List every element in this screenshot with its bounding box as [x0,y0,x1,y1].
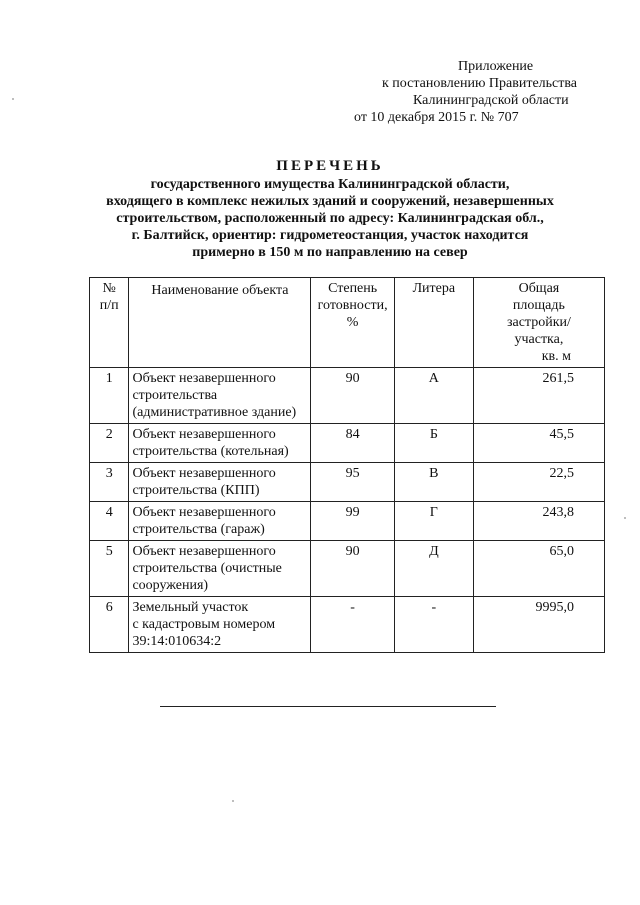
cell-name-line: Объект незавершенного [132,544,276,559]
cell-name-line: строительства (очистные [132,561,282,576]
bottom-divider [160,706,496,707]
cell-name [129,368,311,424]
cell-name-line: (административное здание) [132,405,297,420]
cell-name [129,463,311,502]
table-row [90,424,605,463]
cell-name-line: строительства [132,388,218,403]
header-degree-line: % [346,315,359,330]
cell-name-line: строительства (гараж) [132,522,265,537]
table-row [90,502,605,541]
header-area-line: кв. м [541,349,571,364]
title-line: строительством, расположенный по адресу: Калининградская обл., [116,211,544,226]
title-line: примерно в 150 м по направлению на север [192,245,468,260]
cell-name-line: Объект незавершенного [132,427,276,442]
cell-area: 9995,0 [473,597,604,653]
cell-degree: 84 [311,424,394,463]
cell-name-line: Объект незавершенного [132,371,276,386]
cell-area: 22,5 [473,463,604,502]
property-table [89,277,605,653]
cell-num: 4 [90,502,129,541]
cell-degree: 90 [311,368,394,424]
title-line: входящего в комплекс нежилых зданий и сооружений, незавершенных [106,194,554,209]
cell-litera: В [394,463,473,502]
cell-litera: Д [394,541,473,597]
scan-speck [12,98,14,100]
table-row [90,463,605,502]
appendix-header [330,58,590,126]
cell-name [129,541,311,597]
header-degree-line: Степень [328,281,378,296]
cell-name-line: строительства (котельная) [132,444,289,459]
cell-name-line: сооружения) [132,578,209,593]
cell-name-line: Земельный участок [132,600,249,615]
title-main: ПЕРЕЧЕНЬ [276,158,384,174]
cell-name [129,424,311,463]
header-area-line: застройки/ [506,315,571,330]
table-header-row [90,278,605,368]
header-num-line: № [102,281,116,296]
cell-litera: Б [394,424,473,463]
cell-num: 5 [90,541,129,597]
cell-name-line: с кадастровым номером [132,617,276,632]
appendix-line-3: Калининградской области [413,93,569,108]
appendix-line-4: от 10 декабря 2015 г. № 707 [354,110,519,125]
cell-area: 65,0 [473,541,604,597]
cell-num: 3 [90,463,129,502]
cell-name [129,597,311,653]
cell-degree: 90 [311,541,394,597]
cell-degree: 99 [311,502,394,541]
table-row [90,597,605,653]
table-row [90,368,605,424]
cell-num: 6 [90,597,129,653]
cell-num: 2 [90,424,129,463]
title-line: государственного имущества Калининградской области, [150,177,510,192]
table-row [90,541,605,597]
title-line: г. Балтийск, ориентир: гидрометеостанция, участок находится [131,228,529,243]
header-litera: Литера [394,278,473,368]
header-area [473,278,604,368]
header-area-line: Общая [518,281,560,296]
header-degree-line: готовности, [317,298,388,313]
cell-degree: - [311,597,394,653]
document-title [60,158,600,261]
cell-name [129,502,311,541]
header-area-line: участка, [514,332,564,347]
header-degree [311,278,394,368]
header-num-line: п/п [99,298,119,313]
cell-num: 1 [90,368,129,424]
header-name: Наименование объекта [129,278,311,368]
header-area-line: площадь [512,298,565,313]
appendix-line-2: к постановлению Правительства [382,76,578,91]
cell-area: 45,5 [473,424,604,463]
cell-litera: Г [394,502,473,541]
scan-speck [624,517,626,519]
cell-name-line: Объект незавершенного [132,505,276,520]
cell-degree: 95 [311,463,394,502]
appendix-line-1: Приложение [458,59,534,74]
cell-name-line: 39:14:010634:2 [132,634,222,649]
scan-speck [232,800,234,802]
header-num [90,278,129,368]
cell-area: 261,5 [473,368,604,424]
cell-litera: - [394,597,473,653]
cell-litera: А [394,368,473,424]
cell-name-line: строительства (КПП) [132,483,260,498]
cell-name-line: Объект незавершенного [132,466,276,481]
cell-area: 243,8 [473,502,604,541]
